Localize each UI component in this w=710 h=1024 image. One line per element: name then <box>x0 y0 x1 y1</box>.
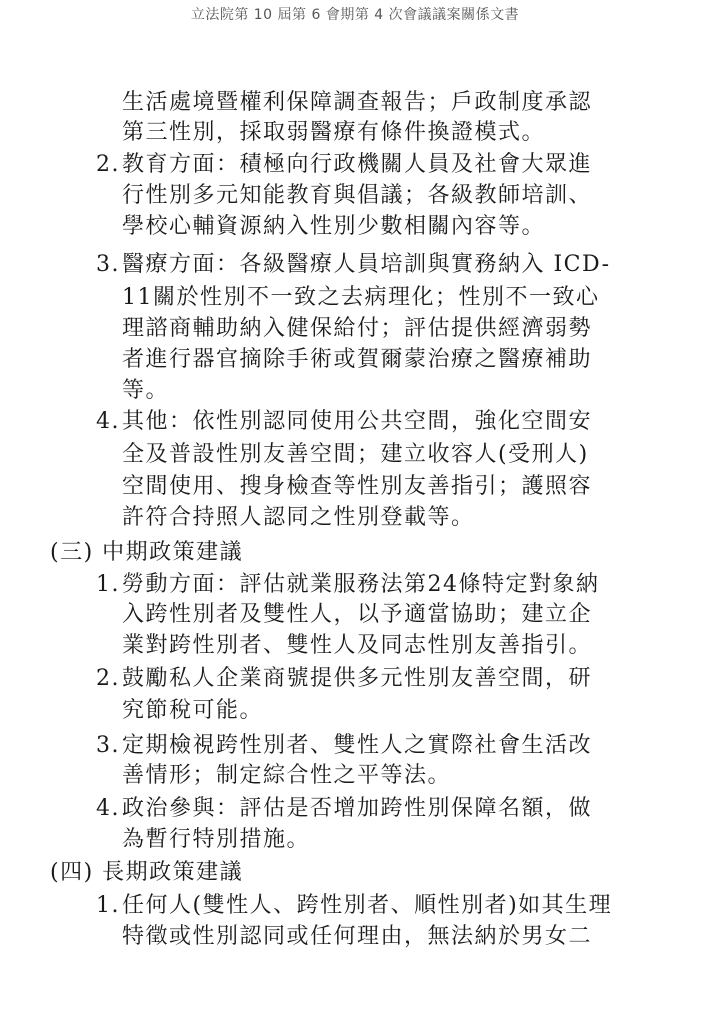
text-line: 理諮商輔助納入健保給付；評估提供經濟弱勢 <box>122 316 593 341</box>
text-line: 空間使用、搜身檢查等性別友善指引；護照容 <box>122 474 593 499</box>
text-line: 究節稅可能。 <box>122 698 264 723</box>
list-item-number-line: 3.定期檢視跨性別者、雙性人之實際社會生活改 <box>96 731 592 761</box>
text-line: 全及普設性別友善空間；建立收容人(受刑人) <box>122 442 589 467</box>
text-line: 為暫行特別措施。 <box>122 827 311 852</box>
section-heading-mid-term: (三) 中期政策建議 <box>50 540 244 565</box>
item-number: 1. <box>96 572 120 597</box>
item-number: 3. <box>96 252 120 277</box>
list-item-number-line: 1.勞動方面：評估就業服務法第24條特定對象納 <box>96 570 600 600</box>
list-item-number-line: 4.其他：依性別認同使用公共空間，強化空間安 <box>96 407 592 437</box>
text-line: 生活處境暨權利保障調查報告；戶政制度承認 <box>122 90 593 115</box>
text-line: 第三性別，採取弱醫療有條件換證模式。 <box>122 120 546 145</box>
text-line: 者進行器官摘除手術或賀爾蒙治療之醫療補助 <box>122 347 593 372</box>
list-item-number-line: 3.醫療方面：各級醫療人員培訓與實務納入 ICD- <box>96 250 611 280</box>
list-item-number-line: 2.鼓勵私人企業商號提供多元性別友善空間，研 <box>96 664 592 694</box>
list-item-number-line: 4.政治參與：評估是否增加跨性別保障名額，做 <box>96 794 592 824</box>
text-line: 善情形；制定綜合性之平等法。 <box>122 763 452 788</box>
list-item-number-line: 2.教育方面：積極向行政機關人員及社會大眾進 <box>96 150 592 180</box>
item-number: 4. <box>96 409 120 434</box>
text-line: 行性別多元知能教育與倡議；各級教師培訓、 <box>122 183 593 208</box>
list-item-number-line: 1.任何人(雙性人、跨性別者、順性別者)如其生理 <box>96 891 612 921</box>
text-line: 業對跨性別者、雙性人及同志性別友善指引。 <box>122 633 593 658</box>
text-line: 特徵或性別認同或任何理由，無法納於男女二 <box>122 924 593 949</box>
text-line: 入跨性別者及雙性人，以予適當協助；建立企 <box>122 602 593 627</box>
item-number: 2. <box>96 666 120 691</box>
item-number: 4. <box>96 796 120 821</box>
text-line: 許符合持照人認同之性別登載等。 <box>122 505 475 530</box>
text-line: 等。 <box>122 378 170 403</box>
text-line: 11關於性別不一致之去病理化；性別不一致心 <box>122 285 600 310</box>
item-number: 2. <box>96 152 120 177</box>
section-heading-long-term: (四) 長期政策建議 <box>50 860 244 885</box>
item-number: 1. <box>96 893 120 918</box>
document-header: 立法院第 10 屆第 6 會期第 4 次會議議案關係文書 <box>190 7 520 23</box>
text-line: 學校心輔資源納入性別少數相關內容等。 <box>122 214 546 239</box>
item-number: 3. <box>96 733 120 758</box>
